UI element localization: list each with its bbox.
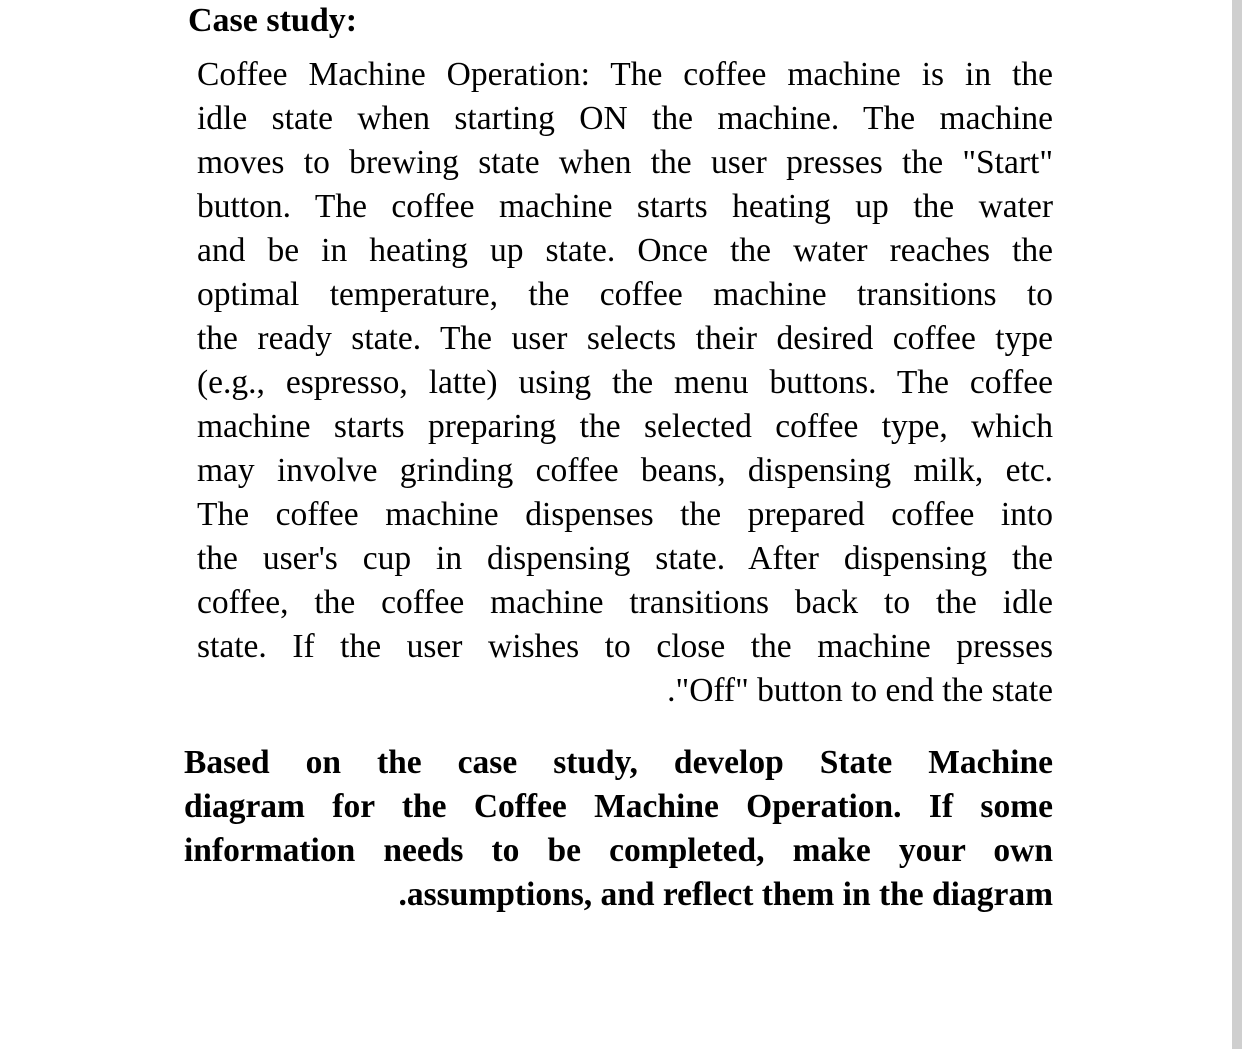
paragraph-line: moves to brewing state when the user presses the "Start"	[197, 144, 1053, 181]
paragraph-line: may involve grinding coffee beans, dispensing milk, etc.	[197, 452, 1053, 489]
paragraph-line: state. If the user wishes to close the machine presses	[197, 628, 1053, 665]
task-line: information needs to be completed, make your own	[184, 832, 1053, 869]
task-line: diagram for the Coffee Machine Operation. If some	[184, 788, 1053, 825]
paragraph-line: coffee, the coffee machine transitions back to the idle	[197, 584, 1053, 621]
paragraph-line: the user's cup in dispensing state. After dispensing the	[197, 540, 1053, 577]
paragraph-line: idle state when starting ON the machine. The machine	[197, 100, 1053, 137]
task-line: .assumptions, and reflect them in the diagram	[398, 876, 1053, 913]
task-instructions	[184, 741, 1053, 917]
page-edge-scrollbar	[1232, 0, 1242, 1049]
paragraph-line: optimal temperature, the coffee machine transitions to	[197, 276, 1053, 313]
paragraph-line: Coffee Machine Operation: The coffee machine is in the	[197, 56, 1053, 93]
task-line: Based on the case study, develop State Machine	[184, 744, 1053, 781]
case-study-paragraph	[197, 53, 1053, 713]
paragraph-line: the ready state. The user selects their desired coffee type	[197, 320, 1053, 357]
case-study-heading: Case study:	[188, 2, 358, 39]
paragraph-line: ."Off" button to end the state	[667, 672, 1053, 709]
paragraph-line: and be in heating up state. Once the water reaches the	[197, 232, 1053, 269]
paragraph-line: The coffee machine dispenses the prepared coffee into	[197, 496, 1053, 533]
paragraph-line: machine starts preparing the selected coffee type, which	[197, 408, 1053, 445]
paragraph-line: (e.g., espresso, latte) using the menu buttons. The coffee	[197, 364, 1053, 401]
paragraph-line: button. The coffee machine starts heating up the water	[197, 188, 1053, 225]
